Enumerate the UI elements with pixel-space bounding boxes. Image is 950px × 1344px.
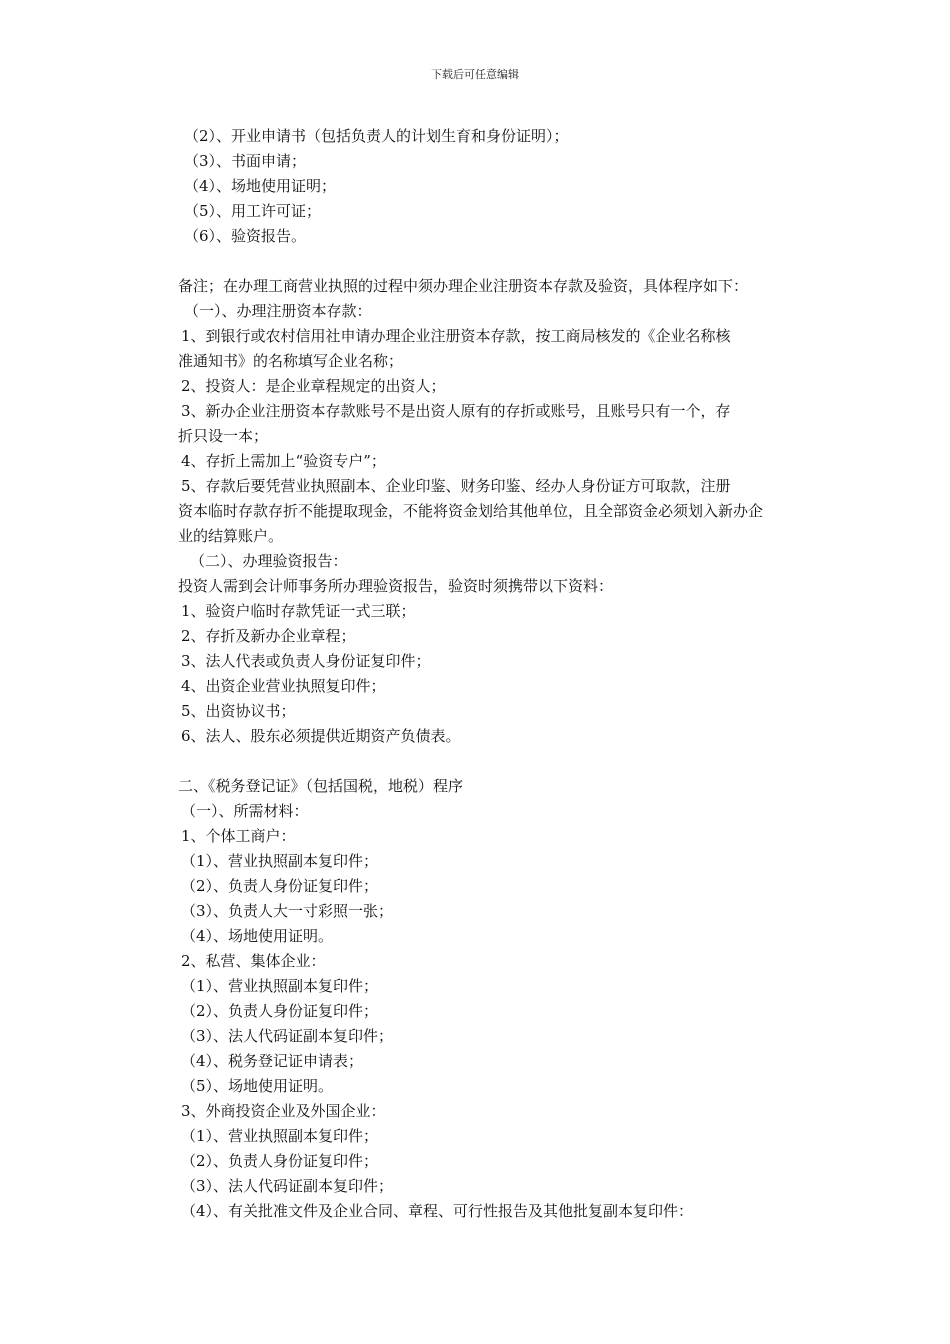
list-item: （3）、法人代码证副本复印件； [181, 1177, 394, 1195]
group-title: 3、外商投资企业及外国企业： [181, 1102, 386, 1120]
list-item: （5）、用工许可证； [184, 202, 322, 220]
list-item: 5、存款后要凭营业执照副本、企业印鉴、财务印鉴、经办人身份证方可取款，注册 [181, 477, 731, 495]
list-item: （5）、场地使用证明。 [181, 1077, 334, 1095]
list-item: 3、新办企业注册资本存款账号不是出资人原有的存折或账号，且账号只有一个，存 [181, 402, 731, 420]
list-item: （4）、有关批准文件及企业合同、章程、可行性报告及其他批复副本复印件： [181, 1202, 694, 1220]
list-item: （2）、负责人身份证复印件； [181, 1152, 379, 1170]
group-title: 2、私营、集体企业： [181, 952, 326, 970]
list-item: （3）、法人代码证副本复印件； [181, 1027, 394, 1045]
list-item-continuation: 资本临时存款存折不能提取现金，不能将资金划给其他单位，且全部资金必须划入新办企 [178, 502, 764, 520]
list-item: （3）、书面申请； [184, 152, 307, 170]
list-item: （4）、场地使用证明。 [181, 927, 334, 945]
list-item: （3）、负责人大一寸彩照一张； [181, 902, 394, 920]
list-item: （2）、开业申请书（包括负责人的计划生育和身份证明）； [184, 127, 569, 145]
paragraph-gap [178, 249, 808, 274]
list-item: 1、验资户临时存款凭证一式三联； [181, 602, 416, 620]
list-item: （4）、场地使用证明； [184, 177, 337, 195]
section-intro: 投资人需到会计师事务所办理验资报告，验资时须携带以下资料： [178, 577, 614, 595]
list-item: 4、存折上需加上“验资专户”； [181, 452, 386, 470]
list-item: （1）、营业执照副本复印件； [181, 852, 379, 870]
list-item: （1）、营业执照副本复印件； [181, 977, 379, 995]
list-item: （2）、负责人身份证复印件； [181, 877, 379, 895]
list-item-continuation: 准通知书》的名称填写企业名称； [178, 352, 404, 370]
list-item: （2）、负责人身份证复印件； [181, 1002, 379, 1020]
group-title: 1、个体工商户： [181, 827, 296, 845]
page-header: 下载后可任意编辑 [431, 68, 519, 81]
paragraph-gap [178, 749, 808, 774]
list-item: 5、出资协议书； [181, 702, 296, 720]
list-item: （6）、验资报告。 [184, 227, 307, 245]
list-item: （1）、营业执照副本复印件； [181, 1127, 379, 1145]
section-title: （二）、办理验资报告： [190, 552, 348, 570]
list-item: 6、法人、股东必须提供近期资产负债表。 [181, 727, 461, 745]
section-heading: 二、《税务登记证》（包括国税，地税）程序 [178, 777, 464, 795]
list-item: 4、出资企业营业执照复印件； [181, 677, 386, 695]
section-title: （一）、所需材料： [181, 802, 309, 820]
list-item: 3、法人代表或负责人身份证复印件； [181, 652, 431, 670]
note-intro: 备注；在办理工商营业执照的过程中须办理企业注册资本存款及验资，具体程序如下： [178, 277, 749, 295]
document-body [178, 124, 808, 1224]
list-item: 1、到银行或农村信用社申请办理企业注册资本存款，按工商局核发的《企业名称核 [181, 327, 731, 345]
list-item: 2、存折及新办企业章程； [181, 627, 356, 645]
list-item-continuation: 折只设一本； [178, 427, 269, 445]
section-title: （一）、办理注册资本存款： [184, 302, 372, 320]
list-item: 2、投资人：是企业章程规定的出资人； [181, 377, 446, 395]
list-item: （4）、税务登记证申请表； [181, 1052, 364, 1070]
list-item-continuation: 业的结算账户。 [178, 527, 284, 545]
